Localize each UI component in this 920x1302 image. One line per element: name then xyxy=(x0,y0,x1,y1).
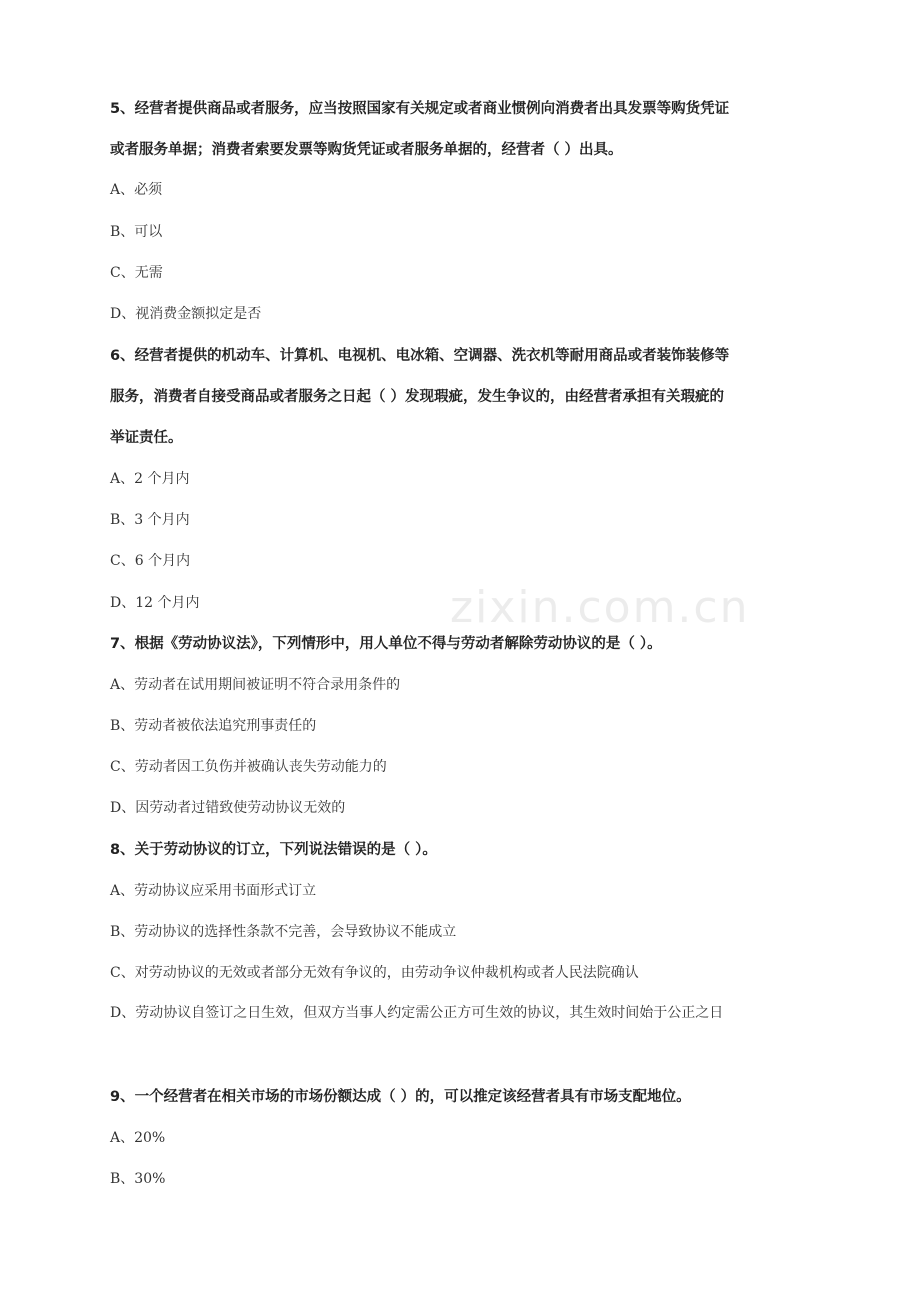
question-6-line-1: 6、经营者提供的机动车、计算机、电视机、电冰箱、空调器、洗衣机等耐用商品或者装饰装修等 xyxy=(110,348,730,364)
question-6-option-b: B、3 个月内 xyxy=(110,512,190,528)
question-8-line-1: 8、关于劳动协议的订立，下列说法错误的是（ ）。 xyxy=(110,842,437,858)
question-5-line-2: 或者服务单据；消费者索要发票等购货凭证或者服务单据的，经营者（ ）出具。 xyxy=(110,142,623,158)
question-7-option-c: C、劳动者因工负伤并被确认丧失劳动能力的 xyxy=(110,759,387,775)
question-7-option-d: D、因劳动者过错致使劳动协议无效的 xyxy=(110,800,346,816)
question-5-option-c: C、无需 xyxy=(110,265,163,281)
question-8-option-c: C、对劳动协议的无效或者部分无效有争议的，由劳动争议仲裁机构或者人民法院确认 xyxy=(110,965,639,981)
question-7-option-b: B、劳动者被依法追究刑事责任的 xyxy=(110,718,317,734)
question-9-option-a: A、20% xyxy=(110,1130,166,1146)
question-9-option-b: B、30% xyxy=(110,1171,166,1187)
question-5-option-d: D、视消费金额拟定是否 xyxy=(110,306,262,322)
question-5-line-1: 5、经营者提供商品或者服务，应当按照国家有关规定或者商业惯例向消费者出具发票等购货凭证 xyxy=(110,101,730,117)
question-7-option-a: A、劳动者在试用期间被证明不符合录用条件的 xyxy=(110,677,401,693)
question-5-option-a: A、必须 xyxy=(110,182,163,198)
question-7-line-1: 7、根据《劳动协议法》，下列情形中，用人单位不得与劳动者解除劳动协议的是（ ）。 xyxy=(110,636,662,652)
question-8-option-d: D、劳动协议自签订之日生效，但双方当事人约定需公正方可生效的协议，其生效时间始于公正之日 xyxy=(110,1005,724,1021)
question-5-option-b: B、可以 xyxy=(110,224,163,240)
question-8-option-b: B、劳动协议的选择性条款不完善，会导致协议不能成立 xyxy=(110,924,457,940)
question-6-option-a: A、2 个月内 xyxy=(110,471,190,487)
question-9-line-1: 9、一个经营者在相关市场的市场份额达成（ ）的，可以推定该经营者具有市场支配地位。 xyxy=(110,1089,691,1105)
question-6-line-3: 举证责任。 xyxy=(110,430,183,446)
watermark: zixin.com.cn xyxy=(450,582,750,633)
question-6-option-c: C、6 个月内 xyxy=(110,553,191,569)
question-8-option-a: A、劳动协议应采用书面形式订立 xyxy=(110,883,317,899)
question-6-option-d: D、12 个月内 xyxy=(110,595,200,611)
question-6-line-2: 服务，消费者自接受商品或者服务之日起（ ）发现瑕疵，发生争议的，由经营者承担有关瑕疵的 xyxy=(110,389,725,405)
